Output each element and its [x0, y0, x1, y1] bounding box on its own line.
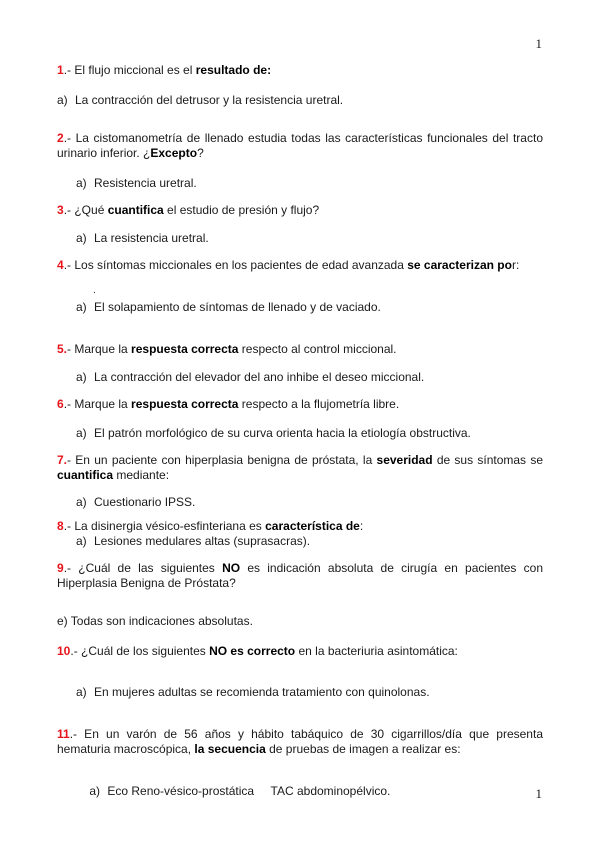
answer-6: a) El patrón morfológico de su curva orienta hacia la etiología obstructiva. — [76, 426, 471, 440]
answer-5: a) La contracción del elevador del ano inhibe el deseo miccional. — [76, 370, 425, 384]
answer-4: a) El solapamiento de síntomas de llenado y de vaciado. — [76, 300, 381, 314]
question-3: 3.- ¿Qué cuantifica el estudio de presión y flujo? — [57, 203, 320, 217]
question-number: 8 — [57, 519, 64, 533]
question-10: 10.- ¿Cuál de los siguientes NO es correcto en la bacteriuria asintomática: — [57, 644, 458, 658]
question-number: 2 — [57, 131, 64, 145]
page-number-top: 1 — [535, 36, 542, 51]
question-number: 3 — [57, 203, 64, 217]
answer-11: a) Eco Reno-vésico-prostática TAC abdominopélvico. — [89, 784, 391, 798]
question-7: 7.- En un paciente con hiperplasia benigna de próstata, la severidad de sus síntomas se cuantifica mediante: — [57, 453, 543, 482]
question-number: 6 — [57, 397, 64, 411]
question-number: 10 — [57, 644, 71, 658]
page-number-bottom: 1 — [535, 786, 542, 801]
answer-2: a) Resistencia uretral. — [76, 176, 197, 190]
question-2: 2.- La cistomanometría de llenado estudia todas las características funcionales del tracto urinario inferior. ¿Excepto? — [57, 131, 543, 160]
question-number: 11 — [57, 727, 70, 741]
question-11: 11.- En un varón de 56 años y hábito tabáquico de 30 cigarrillos/día que presenta hematuria macroscópica, la secuencia de pruebas de imagen a realizar es: — [57, 727, 543, 756]
question-6: 6.- Marque la respuesta correcta respecto a la flujometría libre. — [57, 397, 400, 411]
question-5: 5.- Marque la respuesta correcta respecto al control miccional. — [57, 342, 397, 356]
answer-1: a) La contracción del detrusor y la resistencia uretral. — [57, 93, 344, 107]
answer-7: a) Cuestionario IPSS. — [76, 495, 196, 509]
question-8: 8.- La disinergia vésico-esfinteriana es característica de: — [57, 519, 364, 533]
question-number: 9 — [57, 561, 64, 575]
stray-mark: . — [93, 285, 96, 296]
question-number: 7. — [57, 453, 68, 467]
question-number: 4 — [57, 258, 64, 272]
answer-10: a) En mujeres adultas se recomienda tratamiento con quinolonas. — [76, 685, 430, 699]
question-4: 4.- Los síntomas miccionales en los pacientes de edad avanzada se caracterizan por: — [57, 258, 520, 272]
question-number: 1 — [57, 63, 64, 77]
answer-9: e) Todas son indicaciones absolutas. — [57, 614, 253, 628]
question-1: 1.- El flujo miccional es el resultado de: — [57, 63, 272, 77]
question-number: 5. — [57, 342, 68, 356]
answer-8: a) Lesiones medulares altas (suprasacras). — [76, 534, 311, 548]
answer-3: a) La resistencia uretral. — [76, 231, 209, 245]
question-9: 9.- ¿Cuál de las siguientes NO es indicación absoluta de cirugía en pacientes con Hiperplasia Benigna de Próstata? — [57, 561, 543, 590]
